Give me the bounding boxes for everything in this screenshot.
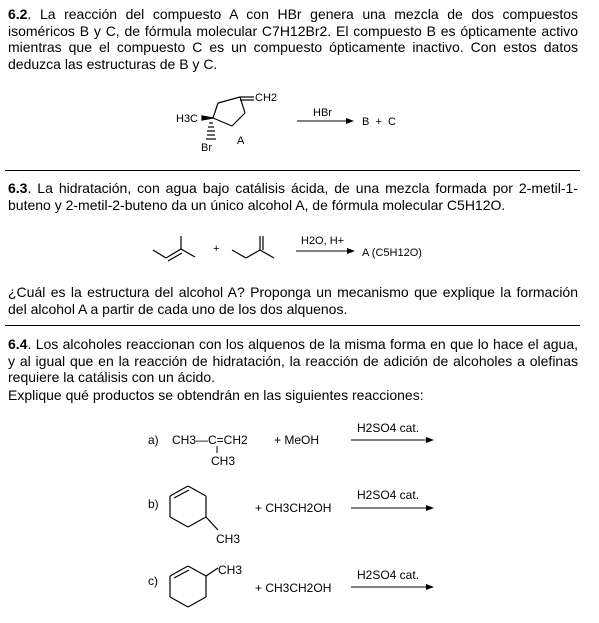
reagent-label: HBr: [313, 107, 332, 119]
problem-text: . La reacción del compuesto A con HBr genera una mezcla de dos compuestos isoméricos B y C, de fórmula molecular C7H12Br2. El compuesto B es ópticamente activo mientras que el compuesto C es un compuesto ópticamente inactivo. Con estos datos deduzca las estructuras de B y C.: [8, 6, 578, 72]
compound-label: A: [237, 135, 245, 147]
product-label: A (C5H12O): [362, 247, 422, 259]
reaction-b: [148, 486, 434, 546]
reaction-a: [148, 421, 434, 468]
reactant-label: + MeOH: [274, 433, 320, 447]
reaction-label: b): [148, 497, 159, 511]
problem-text: . Los alcoholes reaccionan con los alquenos de la misma forma en que lo hace el agua, y al igual que en la reacción de hidratación, la reacción de adición de alcoholes a olefinas requiere la catálisis con un ácido.: [8, 336, 578, 385]
bromo-label: Br: [201, 142, 212, 154]
substituent-label: CH3: [216, 532, 241, 546]
problem-number: 6.4: [8, 336, 28, 352]
methylene-label: CH2: [255, 92, 278, 104]
catalyst-label: H2SO4 cat.: [357, 421, 420, 435]
substituent-label: CH3: [211, 454, 236, 468]
question-6-3: ¿Cuál es la estructura del alcohol A? Proponga un mecanismo que explique la formación del alcohol A a partir de cada uno de los dos alquenos.: [8, 284, 578, 317]
substituent-label: CH3: [218, 563, 243, 577]
problem-number: 6.2: [8, 6, 28, 22]
reaction-c: [148, 563, 434, 607]
reactant-label: + CH3CH2OH: [255, 501, 332, 515]
methylenecyclohexane-ring: [170, 566, 218, 607]
plus-sign: +: [213, 243, 220, 255]
products-label: B + C: [362, 116, 396, 128]
reactant-label: + CH3CH2OH: [255, 581, 332, 595]
catalyst-label: H2SO4 cat.: [357, 488, 420, 502]
reaction-label: a): [148, 433, 159, 447]
substrate-formula: CH3—C=CH2: [172, 433, 248, 447]
catalyst-label: H2SO4 cat.: [357, 568, 420, 582]
problem-number: 6.3: [8, 180, 28, 196]
methyl-label: H3C: [176, 113, 199, 125]
instruction-6-4: Explique qué productos se obtendrán en las siguientes reacciones:: [8, 387, 424, 403]
reaction-label: c): [148, 574, 158, 588]
reagent-label: H2O, H+: [301, 235, 345, 247]
problem-text: . La hidratación, con agua bajo catálisis ácida, de una mezcla formada por 2-metil-1-buteno y 2-metil-2-buteno da un único alcohol A, de fórmula molecular C5H12O.: [8, 180, 578, 213]
cyclohexene-ring: [170, 486, 218, 530]
